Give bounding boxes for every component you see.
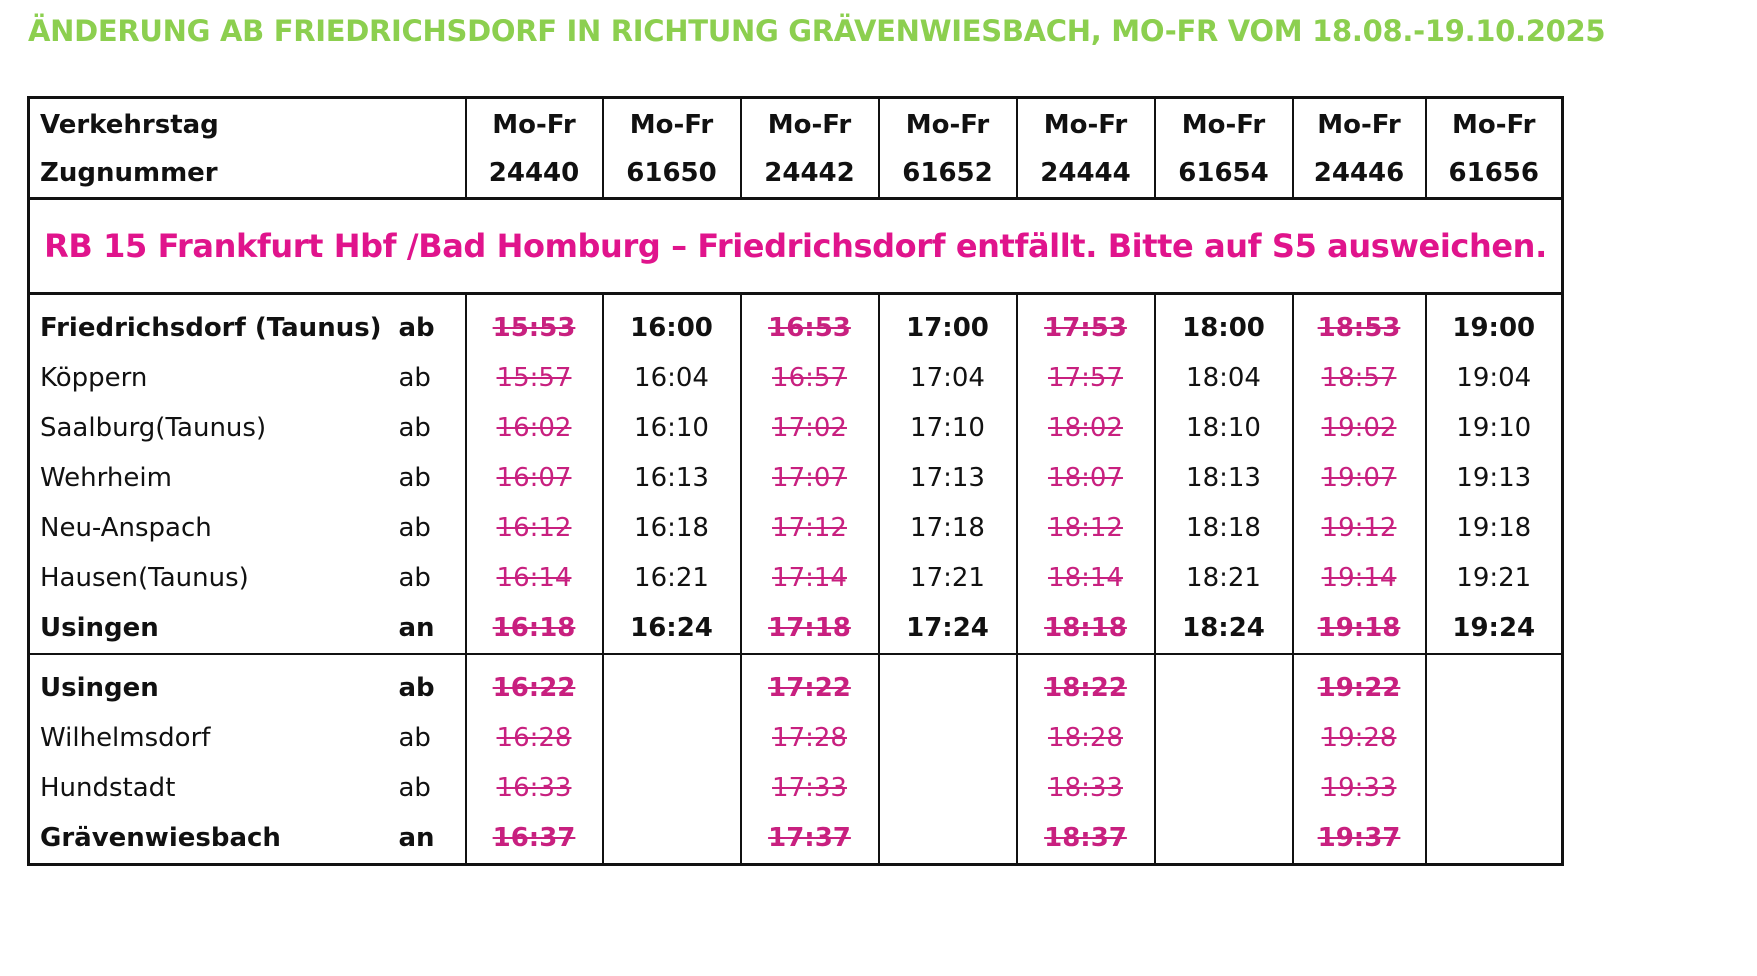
cancelled-time-cell: 17:53 (1017, 294, 1155, 354)
page-heading: ÄNDERUNG AB FRIEDRICHSDORF IN RICHTUNG GRÄVENWIESBACH, MO-FR VOM 18.08.-19.10.2025 (28, 14, 1606, 48)
cancelled-time-cell: 16:18 (466, 603, 603, 654)
time-cell: 18:04 (1155, 353, 1293, 403)
cancelled-time-cell: 19:18 (1293, 603, 1426, 654)
cancelled-time-cell: 18:57 (1293, 353, 1426, 403)
header-row-verkehrstag (29, 98, 1563, 150)
train-number: 61654 (1155, 149, 1293, 199)
time-cell: 16:24 (603, 603, 741, 654)
station-name: Friedrichsdorf (Taunus) (40, 313, 382, 343)
time-cell: 19:04 (1426, 353, 1563, 403)
time-cell: 19:00 (1426, 294, 1563, 354)
train-day: Mo-Fr (1293, 98, 1426, 150)
cancelled-time-cell: 17:33 (741, 763, 879, 813)
cancelled-time-cell: 16:12 (466, 503, 603, 553)
station-name: Saalburg(Taunus) (40, 413, 267, 443)
time-cell: 17:10 (879, 403, 1017, 453)
station-row (29, 654, 1563, 713)
train-day: Mo-Fr (1426, 98, 1563, 150)
cancelled-time-cell: 17:18 (741, 603, 879, 654)
cancelled-time-cell: 17:07 (741, 453, 879, 503)
zugnummer-label: Zugnummer (29, 149, 466, 199)
cancelled-time-cell: 15:53 (466, 294, 603, 354)
time-cell: 18:21 (1155, 553, 1293, 603)
arrival-departure-type: ab (398, 773, 431, 803)
arrival-departure-type: an (398, 823, 435, 853)
cancelled-time-cell: 19:07 (1293, 453, 1426, 503)
cancelled-time-cell: 18:12 (1017, 503, 1155, 553)
cancelled-time-cell: 18:22 (1017, 654, 1155, 713)
time-cell: 17:24 (879, 603, 1017, 654)
time-cell (603, 813, 741, 865)
arrival-departure-type: ab (398, 513, 431, 543)
time-cell (1426, 763, 1563, 813)
cancelled-time-cell: 17:22 (741, 654, 879, 713)
cancelled-time-cell: 16:22 (466, 654, 603, 713)
timetable (27, 96, 1564, 866)
cancelled-time-cell: 19:37 (1293, 813, 1426, 865)
train-day: Mo-Fr (466, 98, 603, 150)
train-day: Mo-Fr (879, 98, 1017, 150)
train-number: 61650 (603, 149, 741, 199)
time-cell: 16:10 (603, 403, 741, 453)
train-day: Mo-Fr (1017, 98, 1155, 150)
time-cell (879, 713, 1017, 763)
time-cell (1426, 654, 1563, 713)
station-row (29, 294, 1563, 354)
station-row (29, 763, 1563, 813)
train-day: Mo-Fr (603, 98, 741, 150)
time-cell: 16:00 (603, 294, 741, 354)
time-cell (1426, 713, 1563, 763)
replacement-notice: RB 15 Frankfurt Hbf /Bad Homburg – Friedrichsdorf entfällt. Bitte auf S5 ausweichen. (29, 199, 1563, 294)
arrival-departure-type: ab (398, 673, 435, 703)
station-row (29, 713, 1563, 763)
cancelled-time-cell: 17:37 (741, 813, 879, 865)
station-name: Usingen (29, 603, 399, 654)
cancelled-time-cell: 19:22 (1293, 654, 1426, 713)
cancelled-time-cell: 18:14 (1017, 553, 1155, 603)
time-cell: 16:21 (603, 553, 741, 603)
cancelled-time-cell: 17:02 (741, 403, 879, 453)
station-name: Grävenwiesbach (40, 823, 281, 853)
cancelled-time-cell: 17:14 (741, 553, 879, 603)
train-day: Mo-Fr (741, 98, 879, 150)
station-row (29, 353, 1563, 403)
station-name: Hausen(Taunus) (40, 563, 249, 593)
time-cell: 19:21 (1426, 553, 1563, 603)
time-cell: 16:04 (603, 353, 741, 403)
cancelled-time-cell: 16:33 (466, 763, 603, 813)
station-row (29, 813, 1563, 865)
cancelled-time-cell: 19:12 (1293, 503, 1426, 553)
cancelled-time-cell: 17:12 (741, 503, 879, 553)
cancelled-time-cell: 19:02 (1293, 403, 1426, 453)
time-cell (879, 654, 1017, 713)
time-cell: 17:00 (879, 294, 1017, 354)
train-number: 61652 (879, 149, 1017, 199)
cancelled-time-cell: 19:28 (1293, 713, 1426, 763)
train-number: 24444 (1017, 149, 1155, 199)
time-cell (879, 813, 1017, 865)
cancelled-time-cell: 18:28 (1017, 713, 1155, 763)
cancelled-time-cell: 16:53 (741, 294, 879, 354)
cancelled-time-cell: 16:07 (466, 453, 603, 503)
time-cell (1426, 813, 1563, 865)
cancelled-time-cell: 18:07 (1017, 453, 1155, 503)
cancelled-time-cell: 17:28 (741, 713, 879, 763)
time-cell: 17:13 (879, 453, 1017, 503)
station-row (29, 453, 1563, 503)
train-number: 24440 (466, 149, 603, 199)
time-cell: 16:13 (603, 453, 741, 503)
time-cell: 19:18 (1426, 503, 1563, 553)
train-number: 61656 (1426, 149, 1563, 199)
time-cell (603, 654, 741, 713)
verkehrstag-label: Verkehrstag (40, 110, 219, 140)
station-name: Usingen (40, 673, 159, 703)
cancelled-time-cell: 16:37 (466, 813, 603, 865)
station-name: Wehrheim (40, 463, 172, 493)
station-name: Köppern (40, 363, 148, 393)
arrival-departure-type: ab (398, 313, 435, 343)
time-cell: 18:24 (1155, 603, 1293, 654)
time-cell: 18:18 (1155, 503, 1293, 553)
arrival-departure-type: ab (398, 563, 431, 593)
time-cell: 17:04 (879, 353, 1017, 403)
time-cell: 19:10 (1426, 403, 1563, 453)
time-cell: 17:18 (879, 503, 1017, 553)
cancelled-time-cell: 19:33 (1293, 763, 1426, 813)
cancelled-time-cell: 17:57 (1017, 353, 1155, 403)
cancelled-time-cell: 16:57 (741, 353, 879, 403)
notice-row (29, 199, 1563, 294)
time-cell (1155, 713, 1293, 763)
time-cell: 19:13 (1426, 453, 1563, 503)
cancelled-time-cell: 16:02 (466, 403, 603, 453)
time-cell (603, 713, 741, 763)
time-cell (1155, 763, 1293, 813)
cancelled-time-cell: 19:14 (1293, 553, 1426, 603)
cancelled-time-cell: 18:18 (1017, 603, 1155, 654)
time-cell (603, 763, 741, 813)
cancelled-time-cell: 18:33 (1017, 763, 1155, 813)
arrival-departure-type: ab (398, 413, 431, 443)
time-cell (1155, 654, 1293, 713)
station-row (29, 403, 1563, 453)
station-row (29, 603, 1563, 654)
train-number: 24442 (741, 149, 879, 199)
train-number: 24446 (1293, 149, 1426, 199)
arrival-departure-type: ab (398, 723, 431, 753)
station-name: Hundstadt (40, 773, 176, 803)
arrival-departure-type: ab (398, 363, 431, 393)
arrival-departure-type: ab (398, 463, 431, 493)
cancelled-time-cell: 18:53 (1293, 294, 1426, 354)
train-day: Mo-Fr (1155, 98, 1293, 150)
station-row (29, 553, 1563, 603)
time-cell: 18:00 (1155, 294, 1293, 354)
cancelled-time-cell: 18:37 (1017, 813, 1155, 865)
time-cell: 19:24 (1426, 603, 1563, 654)
time-cell: 18:10 (1155, 403, 1293, 453)
cancelled-time-cell: 16:14 (466, 553, 603, 603)
arrival-departure-type: an (399, 603, 466, 654)
time-cell (879, 763, 1017, 813)
cancelled-time-cell: 15:57 (466, 353, 603, 403)
station-row (29, 503, 1563, 553)
header-row-zugnummer (29, 149, 1563, 199)
station-name: Wilhelmsdorf (40, 723, 211, 753)
time-cell: 18:13 (1155, 453, 1293, 503)
time-cell: 16:18 (603, 503, 741, 553)
cancelled-time-cell: 18:02 (1017, 403, 1155, 453)
station-name: Neu-Anspach (40, 513, 212, 543)
time-cell: 17:21 (879, 553, 1017, 603)
time-cell (1155, 813, 1293, 865)
cancelled-time-cell: 16:28 (466, 713, 603, 763)
